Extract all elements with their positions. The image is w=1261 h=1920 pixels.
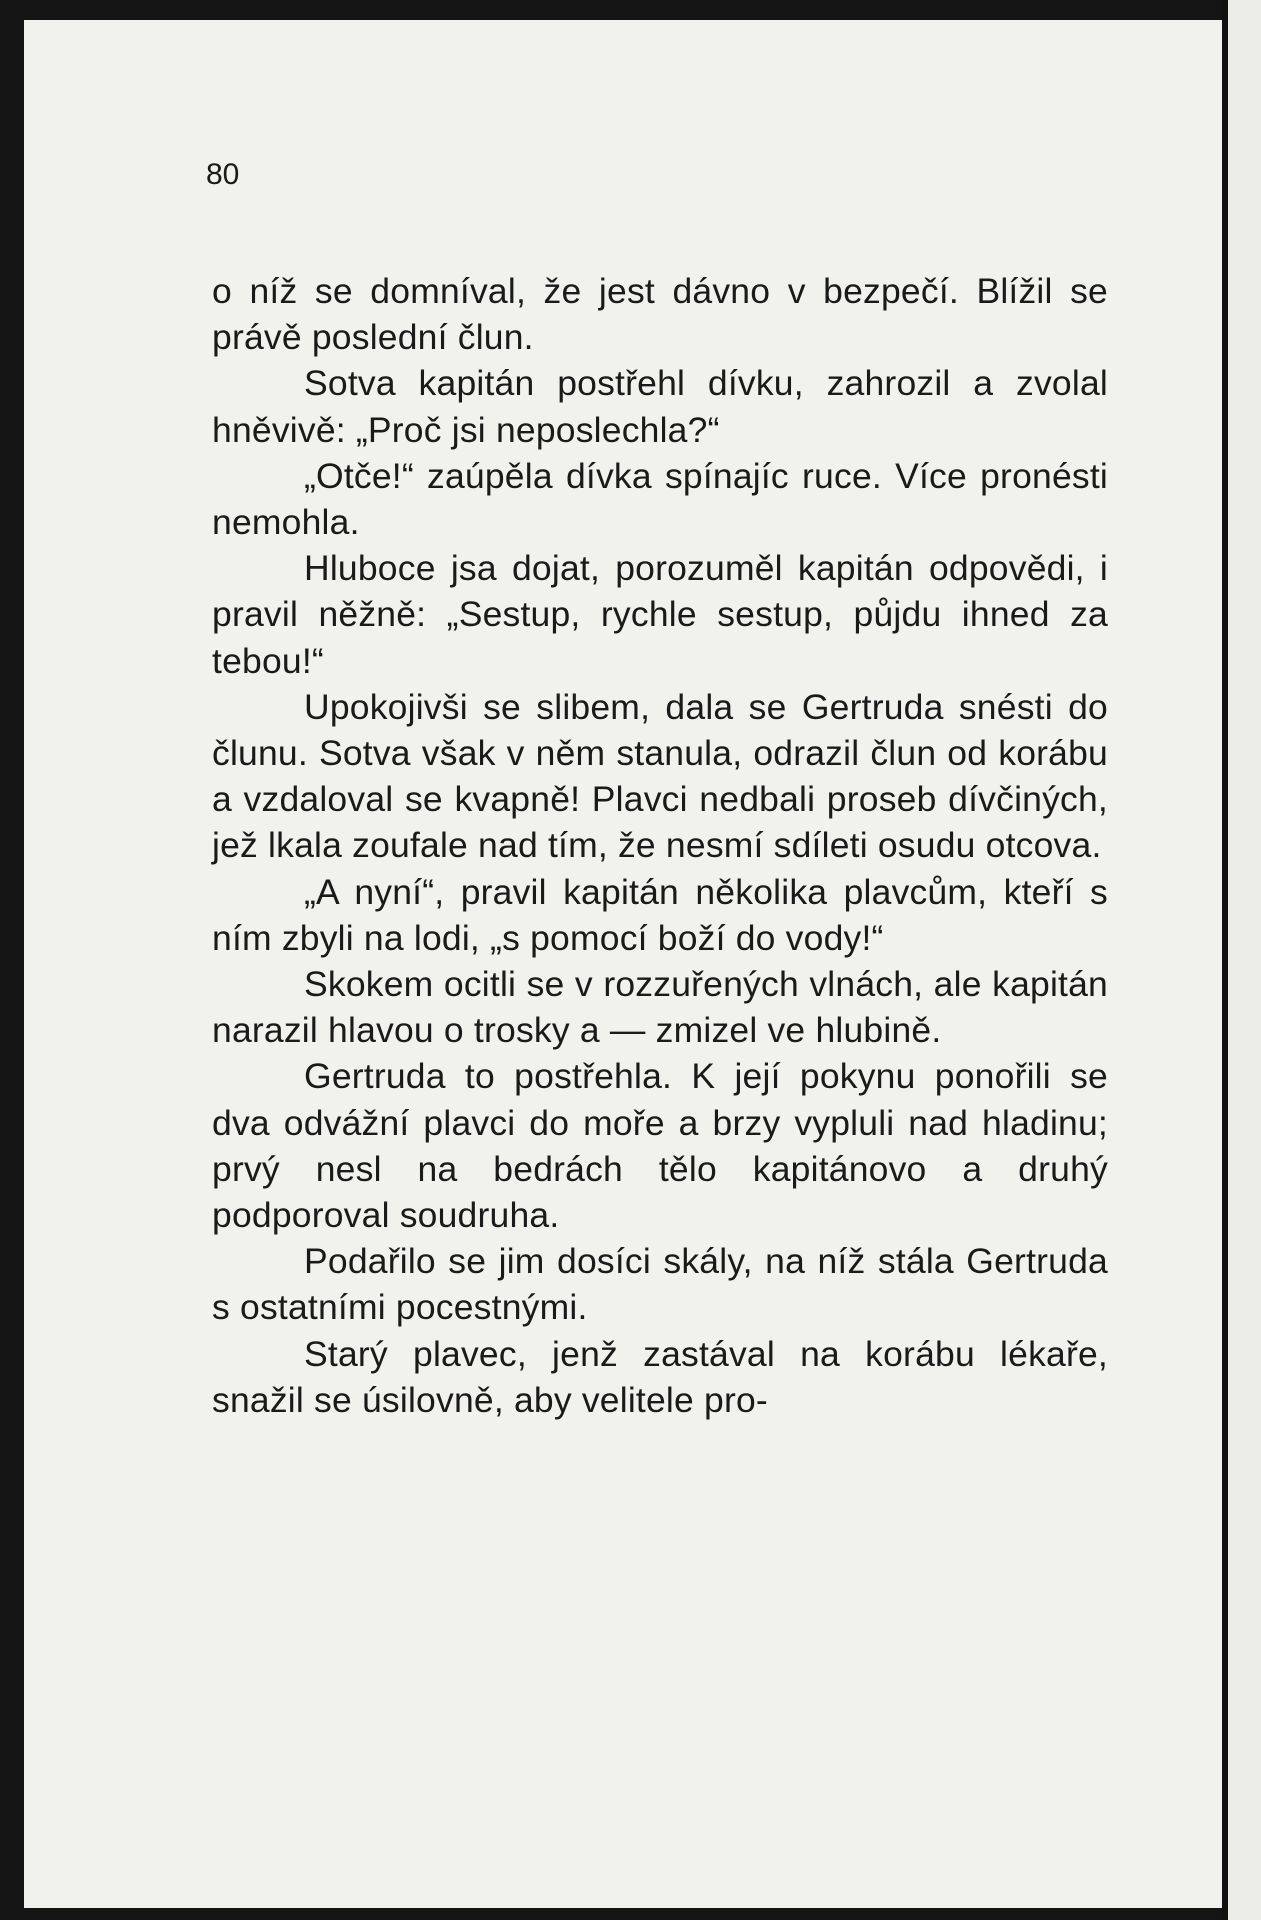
paragraph: „A nyní“, pravil kapitán několika plavcům, kteří s ním zbyli na lodi, „s pomocí boží do vody!“ xyxy=(212,871,1108,958)
paragraph-continuation: o níž se domníval, že jest dávno v bezpečí. Blížil se právě poslední člun. xyxy=(212,271,1108,358)
paragraph: Starý plavec, jenž zastával na korábu lékaře, snažil se úsilovně, aby velitele pro- xyxy=(212,1333,1108,1420)
paragraph: Gertruda to postřehla. K její pokynu ponořili se dva odvážní plavci do moře a brzy vypluli nad hladinu; prvý nesl na bedrách tělo kapitánovo a druhý podporoval soudruha. xyxy=(212,1056,1108,1236)
paragraph: „Otče!“ zaúpěla dívka spínajíc ruce. Více pronésti nemohla. xyxy=(212,455,1108,543)
paragraph: Upokojivši se slibem, dala se Gertruda snésti do člunu. Sotva však v něm stanula, odrazil člun od korábu a vzdaloval se kvapně! Plavci nedbali proseb dívčiných, jež lkala zoufale nad tím, že nesmí sdíleti osudu otcova. xyxy=(212,686,1108,866)
paragraph: Skokem ocitli se v rozzuřených vlnách, ale kapitán narazil hlavou o trosky a — zmizel ve hlubině. xyxy=(212,964,1108,1051)
page-number: 80 xyxy=(206,158,240,191)
body-text xyxy=(212,268,1108,1423)
paragraph: Hluboce jsa dojat, porozuměl kapitán odpovědi, i pravil něžně: „Sestup, rychle sestup, půjdu ihned za tebou!“ xyxy=(212,548,1108,681)
adjacent-page-edge xyxy=(1222,0,1261,1920)
paragraph: Sotva kapitán postřehl dívku, zahrozil a zvolal hněvivě: „Proč jsi neposlechla?“ xyxy=(212,363,1108,450)
paragraph: Podařilo se jim dosíci skály, na níž stála Gertruda s ostatními pocestnými. xyxy=(212,1241,1108,1328)
